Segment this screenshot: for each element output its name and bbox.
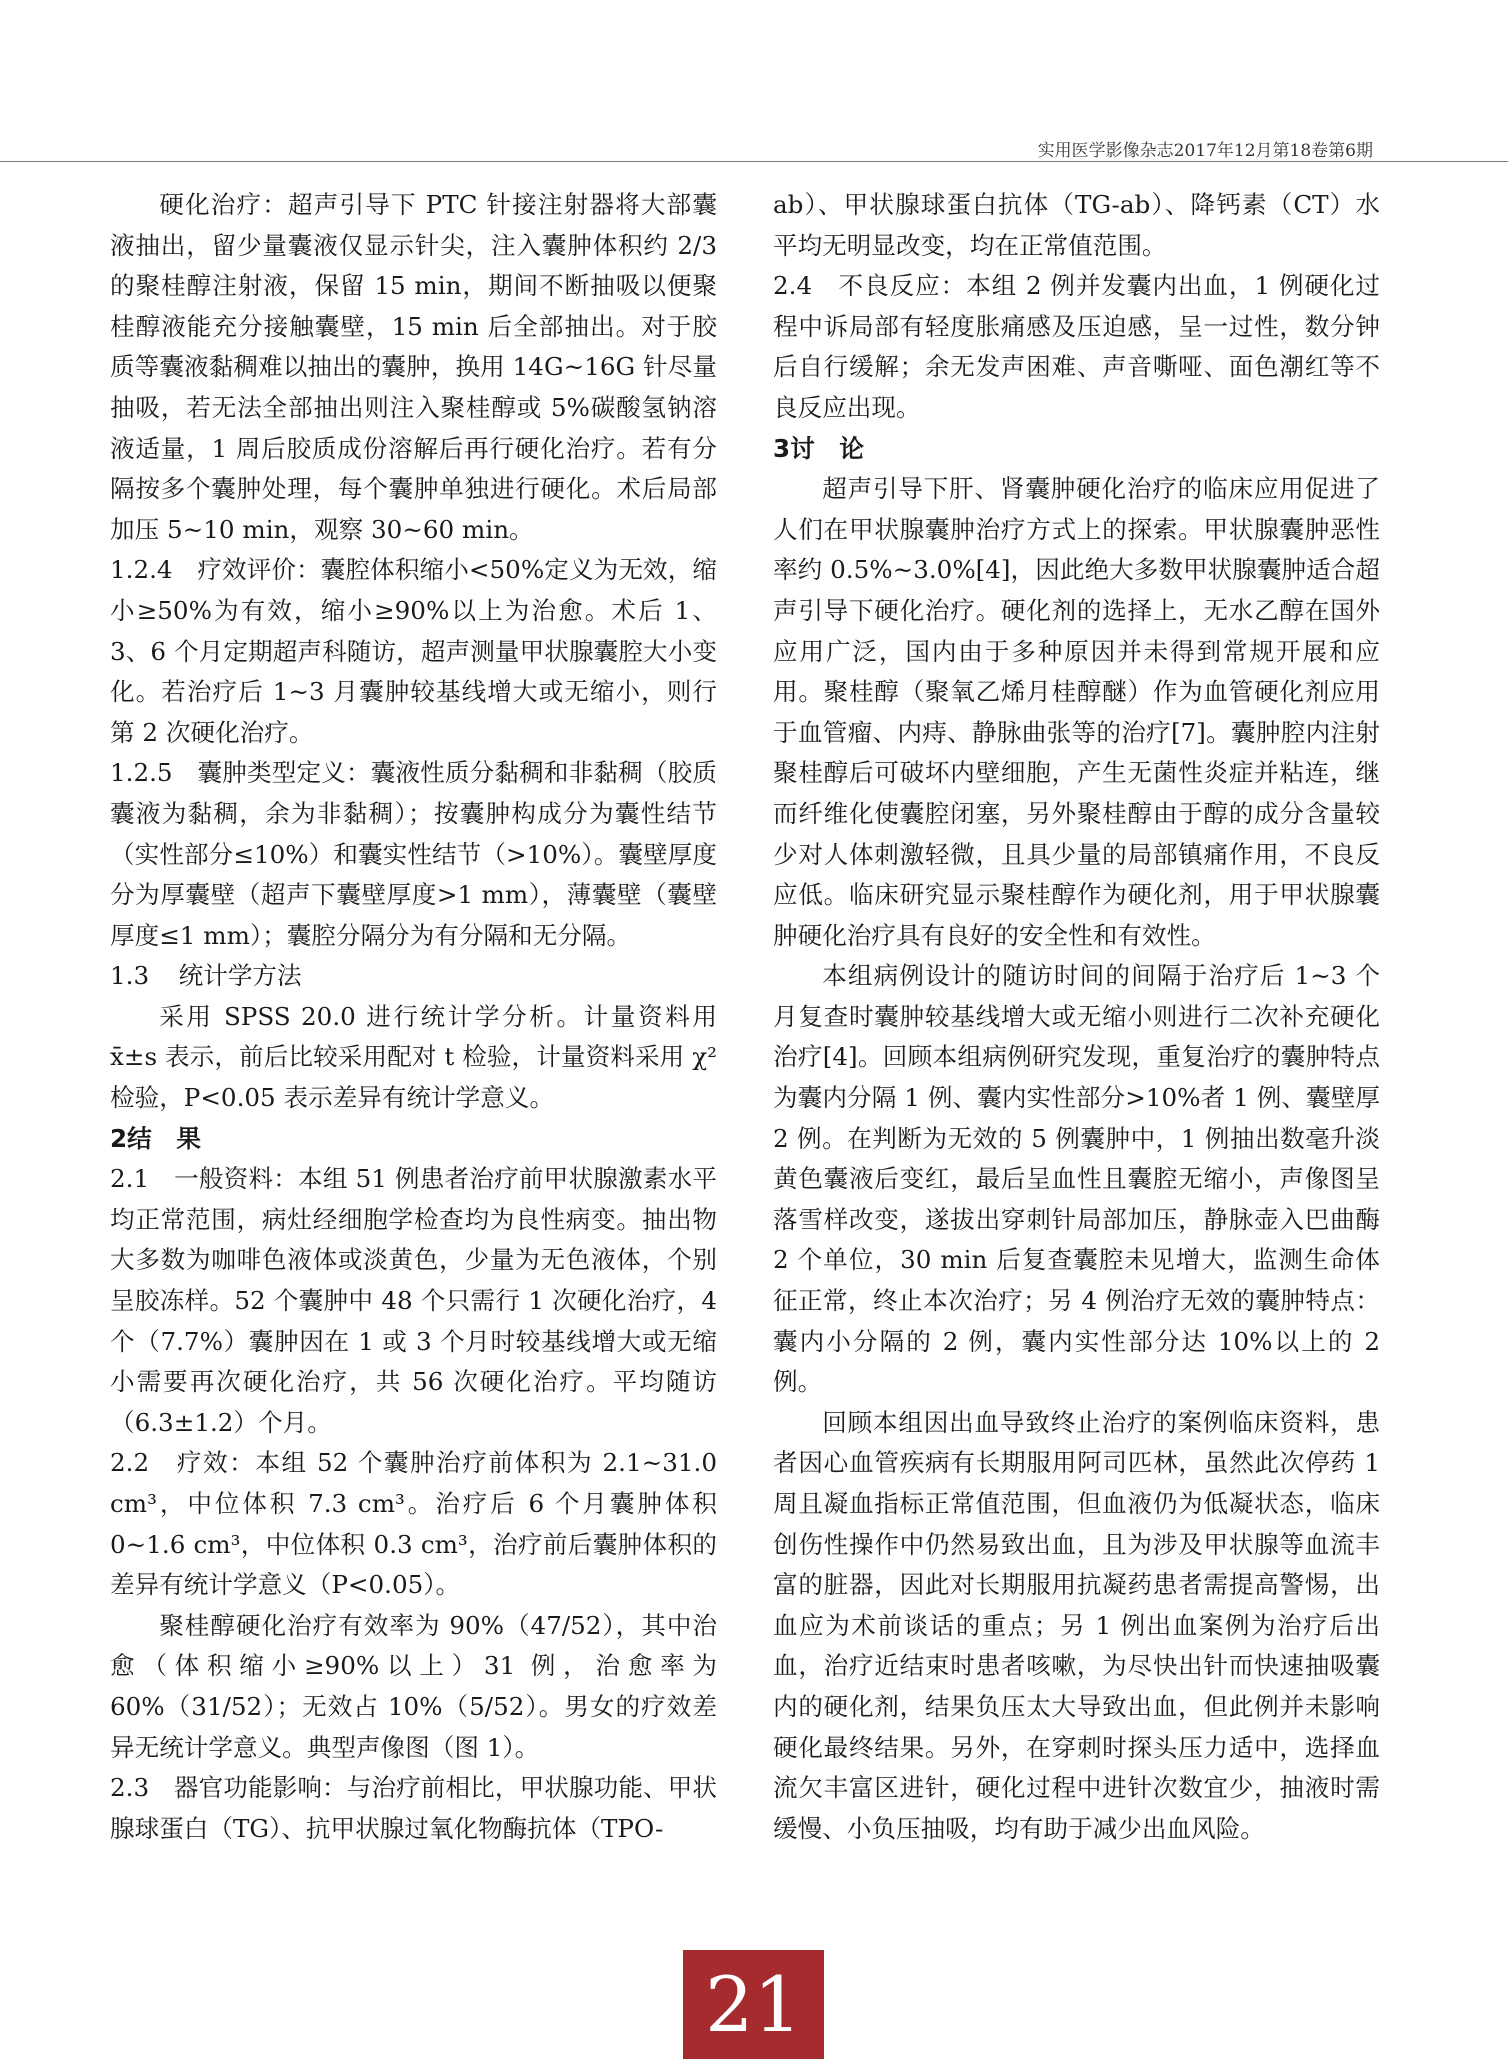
heading-title: 讨 论: [790, 433, 864, 463]
paragraph: ab）、甲状腺球蛋白抗体（TG-ab）、降钙素（CT）水平均无明显改变，均在正常值范围。: [773, 190, 1380, 260]
heading-number: 2: [110, 1123, 128, 1153]
paragraph: 本组病例设计的随访时间的间隔于治疗后 1~3 个月复查时囊肿较基线增大或无缩小则进行二次补充硬化治疗[4]。回顾本组病例研究发现，重复治疗的囊肿特点为囊内分隔 1 例、囊内实性部分>10%者 1 例、囊壁厚 2 例。在判断为无效的 5 例囊肿中，1 例抽出数毫升淡黄色囊液后变红，最后呈血性且囊腔无缩小，声像图呈落雪样改变，遂拔出穿刺针局部加压，静脉壶入巴曲酶 2 个单位，30 min 后复查囊腔未见增大，监测生命体征正常，终止本次治疗；另 4 例治疗无效的囊肿特点：囊内小分隔的 2 例，囊内实性部分达 10%以上的 2 例。: [773, 961, 1380, 1397]
paragraph: 采用 SPSS 20.0 进行统计学分析。计量资料用 x̄±s 表示，前后比较采用配对 t 检验，计量资料采用 χ² 检验，P<0.05 表示差异有统计学意义。: [110, 1001, 717, 1113]
section-heading: [773, 429, 1380, 470]
page-number: 21: [683, 1950, 824, 2059]
paragraph: 2.1 一般资料：本组 51 例患者治疗前甲状腺激素水平均正常范围，病灶经细胞学检查均为良性病变。抽出物大多数为咖啡色液体或淡黄色，少量为无色液体，个别呈胶冻样。52 个囊肿中 48 个只需行 1 次硬化治疗，4 个（7.7%）囊肿因在 1 或 3 个月时较基线增大或无缩小需要再次硬化治疗，共 56 次硬化治疗。平均随访（6.3±1.2）个月。: [110, 1164, 717, 1437]
right-column: [773, 185, 1380, 1849]
header-rule: [0, 161, 1508, 162]
paragraph: 2.3 器官功能影响：与治疗前相比，甲状腺功能、甲状腺球蛋白（TG）、抗甲状腺过氧化物酶抗体（TPO-: [110, 1773, 717, 1843]
running-header: 实用医学影像杂志2017年12月第18卷第6期: [1037, 141, 1373, 161]
paragraph: 超声引导下肝、肾囊肿硬化治疗的临床应用促进了人们在甲状腺囊肿治疗方式上的探索。甲状腺囊肿恶性率约 0.5%~3.0%[4]，因此绝大多数甲状腺囊肿适合超声引导下硬化治疗。硬化剂的选择上，无水乙醇在国外应用广泛，国内由于多种原因并未得到常规开展和应用。聚桂醇（聚氧乙烯月桂醇醚）作为血管硬化剂应用于血管瘤、内痔、静脉曲张等的治疗[7]。囊肿腔内注射聚桂醇后可破坏内壁细胞，产生无菌性炎症并粘连，继而纤维化使囊腔闭塞，另外聚桂醇由于醇的成分含量较少对人体刺激轻微，且具少量的局部镇痛作用，不良反应低。临床研究显示聚桂醇作为硬化剂，用于甲状腺囊肿硬化治疗具有良好的安全性和有效性。: [773, 474, 1380, 950]
paragraph: 2.2 疗效：本组 52 个囊肿治疗前体积为 2.1~31.0 cm³，中位体积 7.3 cm³。治疗后 6 个月囊肿体积 0~1.6 cm³，中位体积 0.3 cm³，治疗前后囊肿体积的差异有统计学意义（P<0.05）。: [110, 1448, 717, 1600]
heading-title: 统计学方法: [178, 961, 302, 991]
paragraph: 硬化治疗：超声引导下 PTC 针接注射器将大部囊液抽出，留少量囊液仅显示针尖，注入囊肿体积约 2/3 的聚桂醇注射液，保留 15 min，期间不断抽吸以便聚桂醇液能充分接触囊壁，15 min 后全部抽出。对于胶质等囊液黏稠难以抽出的囊肿，换用 14G~16G 针尽量抽吸，若无法全部抽出则注入聚桂醇或 5%碳酸氢钠溶液适量，1 周后胶质成份溶解后再行硬化治疗。若有分隔按多个囊肿处理，每个囊肿单独进行硬化。术后局部加压 5~10 min，观察 30~60 min。: [110, 190, 717, 544]
section-heading: [110, 1119, 717, 1160]
heading-number: 1.3: [110, 961, 150, 991]
paragraph: 回顾本组因出血导致终止治疗的案例临床资料，患者因心血管疾病有长期服用阿司匹林，虽然此次停药 1 周且凝血指标正常值范围，但血液仍为低凝状态，临床创伤性操作中仍然易致出血，且为涉及甲状腺等血流丰富的脏器，因此对长期服用抗凝药患者需提高警惕，出血应为术前谈话的重点；另 1 例出血案例为治疗后出血，治疗近结束时患者咳嗽，为尽快出针而快速抽吸囊内的硬化剂，结果负压太大导致出血，但此例并未影响硬化最终结果。另外，在穿刺时探头压力适中，选择血流欠丰富区进针，硬化过程中进针次数宜少，抽液时需缓慢、小负压抽吸，均有助于减少出血风险。: [773, 1407, 1380, 1843]
paragraph: 1.2.5 囊肿类型定义：囊液性质分黏稠和非黏稠（胶质囊液为黏稠，余为非黏稠）；按囊肿构成分为囊性结节（实性部分≤10%）和囊实性结节（>10%）。囊壁厚度分为厚囊壁（超声下囊壁厚度>1 mm），薄囊壁（囊壁厚度≤1 mm）；囊腔分隔分为有分隔和无分隔。: [110, 758, 717, 950]
paragraph: 聚桂醇硬化治疗有效率为 90%（47/52），其中治愈（体积缩小≥90%以上）31 例，治愈率为 60%（31/52）；无效占 10%（5/52）。男女的疗效差异无统计学意义。典型声像图（图 1）。: [110, 1610, 717, 1762]
left-column: [110, 185, 717, 1849]
heading-title: 结 果: [127, 1123, 201, 1153]
heading-number: 3: [773, 433, 791, 463]
paragraph: 2.4 不良反应：本组 2 例并发囊内出血，1 例硬化过程中诉局部有轻度胀痛感及压迫感，呈一过性，数分钟后自行缓解；余无发声困难、声音嘶哑、面色潮红等不良反应出现。: [773, 271, 1380, 422]
paragraph: 1.2.4 疗效评价：囊腔体积缩小<50%定义为无效，缩小≥50%为有效，缩小≥90%以上为治愈。术后 1、3、6 个月定期超声科随访，超声测量甲状腺囊腔大小变化。若治疗后 1~3 月囊肿较基线增大或无缩小，则行第 2 次硬化治疗。: [110, 555, 717, 747]
subsection-heading: [110, 956, 717, 997]
